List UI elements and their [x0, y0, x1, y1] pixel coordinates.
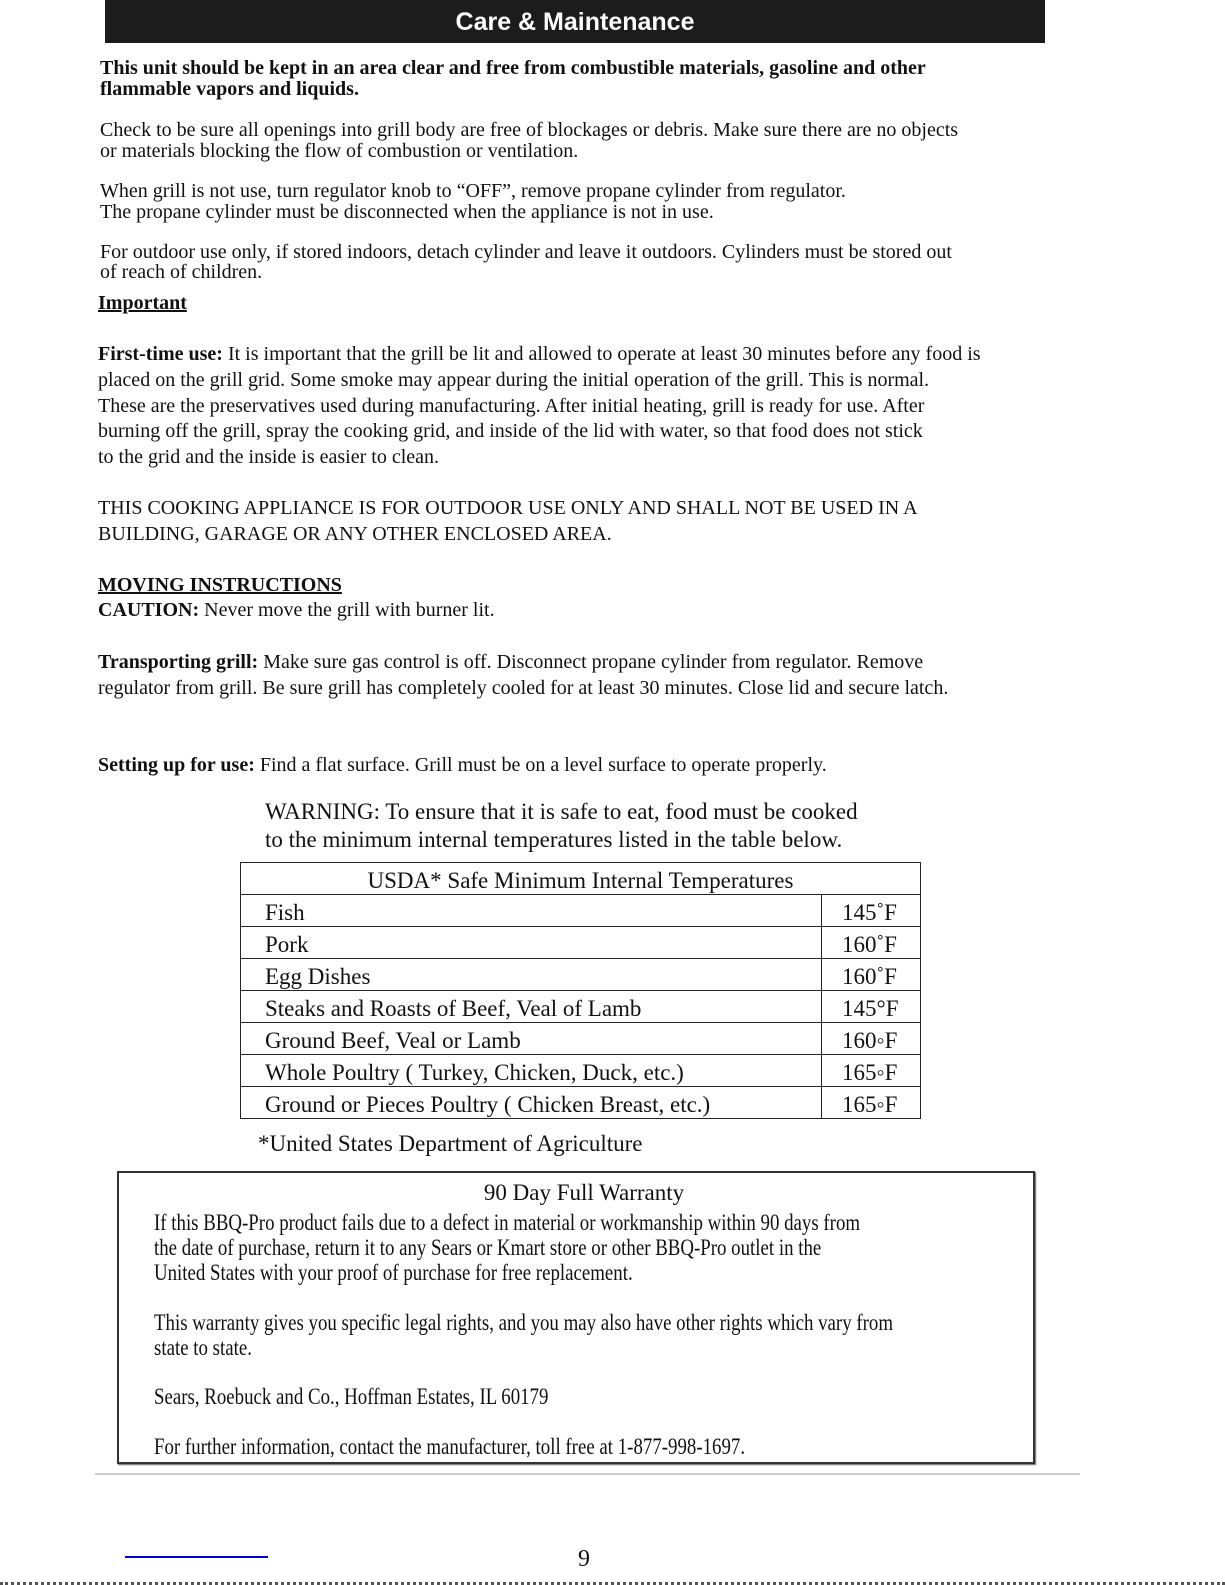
warranty-title: 90 Day Full Warranty: [483, 1180, 685, 1205]
warranty-box: [117, 1171, 1035, 1464]
important-heading: Important: [98, 292, 187, 314]
warranty-contact: For further information, contact the manufacturer, toll free at 1-877-998-1697.: [154, 1434, 746, 1459]
transport-text: Make sure gas control is off. Disconnect propane cylinder from regulator. Remove: [258, 651, 924, 673]
food-cell: Egg Dishes: [241, 959, 822, 991]
caution-label: CAUTION:: [98, 599, 200, 621]
openings-line: Check to be sure all openings into grill body are free of blockages or debris. Make sure there are no objects: [100, 119, 959, 141]
table-row: [241, 991, 921, 1023]
caution-text: Never move the grill with burner lit.: [199, 599, 495, 621]
first-use-label: First-time use:: [98, 343, 223, 365]
table-footnote: *United States Department of Agriculture: [258, 1131, 643, 1156]
outdoor-warning-line: BUILDING, GARAGE OR ANY OTHER ENCLOSED AREA.: [98, 523, 612, 545]
storage-line: For outdoor use only, if stored indoors, detach cylinder and leave it outdoors. Cylinders must be stored out: [100, 241, 952, 263]
storage-line: of reach of children.: [100, 261, 263, 283]
table-row: [241, 1055, 921, 1087]
food-cell: Ground Beef, Veal or Lamb: [241, 1023, 822, 1055]
table-row: [241, 927, 921, 959]
section-header: Care & Maintenance: [105, 0, 1045, 43]
table-row: [241, 959, 921, 991]
first-use-line: to the grid and the inside is easier to clean.: [98, 446, 440, 468]
temp-cell: 160˚F: [822, 959, 921, 991]
warning-line: WARNING: To ensure that it is safe to eat, food must be cooked: [265, 799, 858, 824]
first-use-text: It is important that the grill be lit and allowed to operate at least 30 minutes before any food is: [222, 343, 981, 365]
temp-cell: 145°F: [822, 991, 921, 1023]
warranty-line: If this BBQ-Pro product fails due to a defect in material or workmanship within 90 days from: [154, 1210, 861, 1235]
regulator-line: When grill is not use, turn regulator knob to “OFF”, remove propane cylinder from regulator.: [100, 180, 846, 202]
first-use-line: placed on the grill grid. Some smoke may appear during the initial operation of the grill. This is normal.: [98, 369, 930, 391]
food-cell: Pork: [241, 927, 822, 959]
transport-line: regulator from grill. Be sure grill has completely cooled for at least 30 minutes. Close lid and secure latch.: [98, 677, 949, 699]
food-cell: Steaks and Roasts of Beef, Veal of Lamb: [241, 991, 822, 1023]
first-use-line: burning off the grill, spray the cooking grid, and inside of the lid with water, so that food does not stick: [98, 420, 923, 442]
transport-label: Transporting grill:: [98, 651, 259, 673]
warranty-line: state to state.: [154, 1335, 252, 1360]
openings-line: or materials blocking the flow of combustion or ventilation.: [100, 140, 579, 162]
warranty-line: the date of purchase, return it to any Sears or Kmart store or other BBQ-Pro outlet in the: [154, 1235, 822, 1260]
setup-line: [98, 754, 827, 776]
first-use-line: [98, 343, 981, 365]
table-row: [241, 1087, 921, 1119]
temp-cell: 145˚F: [822, 895, 921, 927]
outdoor-warning-line: THIS COOKING APPLIANCE IS FOR OUTDOOR USE ONLY AND SHALL NOT BE USED IN A: [98, 497, 918, 519]
temp-cell: 160◦F: [822, 1023, 921, 1055]
food-cell: Fish: [241, 895, 822, 927]
warranty-line: United States with your proof of purchase for free replacement.: [154, 1260, 633, 1285]
warranty-line: This warranty gives you specific legal rights, and you may also have other rights which vary from: [154, 1310, 894, 1335]
safety-warning-line: This unit should be kept in an area clear and free from combustible materials, gasoline and other: [100, 57, 926, 79]
food-cell: Ground or Pieces Poultry ( Chicken Breast, etc.): [241, 1087, 822, 1119]
warranty-address: Sears, Roebuck and Co., Hoffman Estates, IL 60179: [154, 1384, 549, 1409]
safety-warning-line: flammable vapors and liquids.: [100, 78, 359, 100]
link-underline: [125, 1556, 268, 1558]
regulator-line: The propane cylinder must be disconnected when the appliance is not in use.: [100, 201, 714, 223]
divider: [95, 1473, 1080, 1475]
setup-label: Setting up for use:: [98, 754, 255, 776]
table-row: [241, 895, 921, 927]
first-use-line: These are the preservatives used during manufacturing. After initial heating, grill is ready for use. After: [98, 395, 925, 417]
temp-cell: 160˚F: [822, 927, 921, 959]
moving-heading: MOVING INSTRUCTIONS: [98, 574, 342, 596]
caution-line: [98, 599, 495, 621]
transport-line: [98, 651, 923, 673]
temperature-table: [240, 862, 921, 1119]
temp-cell: 165◦F: [822, 1055, 921, 1087]
table-title: USDA* Safe Minimum Internal Temperatures: [241, 863, 921, 895]
page-number: 9: [578, 1546, 590, 1572]
table-row: [241, 1023, 921, 1055]
setup-text: Find a flat surface. Grill must be on a level surface to operate properly.: [254, 754, 827, 776]
food-cell: Whole Poultry ( Turkey, Chicken, Duck, etc.): [241, 1055, 822, 1087]
warning-line: to the minimum internal temperatures listed in the table below.: [265, 827, 843, 852]
temp-cell: 165◦F: [822, 1087, 921, 1119]
